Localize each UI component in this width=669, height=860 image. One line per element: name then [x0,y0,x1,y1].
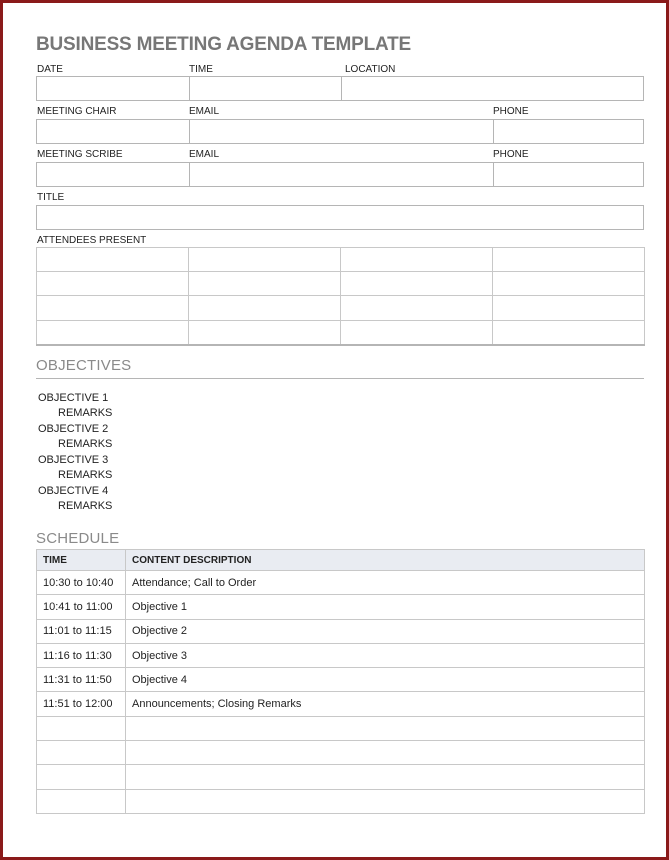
attendees-label: ATTENDEES PRESENT [37,235,147,246]
schedule-desc-cell[interactable]: Objective 1 [126,595,645,619]
scribe-email-field[interactable] [190,163,494,186]
schedule-row [37,692,645,716]
remarks-label: REMARKS [58,500,113,512]
objectives-heading: OBJECTIVES [36,357,132,374]
schedule-time-cell[interactable]: 11:51 to 12:00 [37,692,126,716]
meeting-title-row [36,205,644,230]
schedule-time-cell[interactable]: 11:31 to 11:50 [37,668,126,692]
attendee-row [37,296,645,320]
date-time-location-row [36,76,644,101]
chair-email-label: EMAIL [189,106,220,117]
schedule-table [36,549,645,814]
attendee-cell[interactable] [189,296,341,320]
attendee-cell[interactable] [37,320,189,345]
time-label: TIME [189,64,213,75]
schedule-row [37,619,645,643]
time-column-header: TIME [37,550,126,571]
remarks-label: REMARKS [58,438,113,450]
location-field[interactable] [342,77,643,100]
objectives-divider [36,378,644,379]
document-title: BUSINESS MEETING AGENDA TEMPLATE [36,34,412,55]
date-label: DATE [37,64,63,75]
attendee-row [37,320,645,345]
schedule-time-cell[interactable]: 10:30 to 10:40 [37,571,126,595]
schedule-time-cell[interactable] [37,765,126,789]
schedule-time-cell[interactable] [37,716,126,740]
remarks-label: REMARKS [58,407,113,419]
attendee-cell[interactable] [341,248,493,272]
chair-email-field[interactable] [190,120,494,143]
schedule-row [37,571,645,595]
time-field[interactable] [190,77,342,100]
schedule-row [37,741,645,765]
attendee-cell[interactable] [37,296,189,320]
objective-label: OBJECTIVE 4 [38,485,109,497]
location-label: LOCATION [345,64,396,75]
schedule-desc-cell[interactable]: Objective 3 [126,643,645,667]
schedule-time-cell[interactable] [37,741,126,765]
attendee-cell[interactable] [37,248,189,272]
meeting-chair-label: MEETING CHAIR [37,106,117,117]
schedule-row [37,789,645,813]
attendee-cell[interactable] [341,296,493,320]
remarks-label: REMARKS [58,469,113,481]
meeting-chair-row [36,119,644,144]
objective-label: OBJECTIVE 2 [38,423,109,435]
chair-phone-label: PHONE [493,106,529,117]
schedule-desc-cell[interactable]: Announcements; Closing Remarks [126,692,645,716]
meeting-scribe-label: MEETING SCRIBE [37,149,123,160]
meeting-title-field[interactable] [37,206,643,229]
schedule-desc-cell[interactable] [126,765,645,789]
objective-label: OBJECTIVE 3 [38,454,109,466]
attendee-cell[interactable] [189,272,341,296]
attendee-cell[interactable] [341,272,493,296]
attendee-cell[interactable] [493,320,645,345]
attendee-cell[interactable] [37,272,189,296]
schedule-row [37,668,645,692]
scribe-email-label: EMAIL [189,149,220,160]
schedule-header-row [37,550,645,571]
attendee-cell[interactable] [341,320,493,345]
attendee-cell[interactable] [493,248,645,272]
scribe-phone-label: PHONE [493,149,529,160]
attendee-row [37,248,645,272]
schedule-row [37,595,645,619]
schedule-row [37,716,645,740]
schedule-desc-cell[interactable] [126,789,645,813]
schedule-time-cell[interactable] [37,789,126,813]
meeting-chair-field[interactable] [37,120,190,143]
schedule-time-cell[interactable]: 11:01 to 11:15 [37,619,126,643]
meeting-scribe-field[interactable] [37,163,190,186]
scribe-phone-field[interactable] [494,163,643,186]
schedule-desc-cell[interactable]: Objective 2 [126,619,645,643]
schedule-heading: SCHEDULE [36,530,120,547]
description-column-header: CONTENT DESCRIPTION [126,550,645,571]
schedule-desc-cell[interactable] [126,716,645,740]
meeting-scribe-row [36,162,644,187]
chair-phone-field[interactable] [494,120,643,143]
schedule-desc-cell[interactable]: Objective 4 [126,668,645,692]
objective-label: OBJECTIVE 1 [38,392,109,404]
attendee-cell[interactable] [189,320,341,345]
attendees-grid [36,247,645,346]
schedule-desc-cell[interactable] [126,741,645,765]
attendee-cell[interactable] [493,296,645,320]
schedule-time-cell[interactable]: 10:41 to 11:00 [37,595,126,619]
schedule-desc-cell[interactable]: Attendance; Call to Order [126,571,645,595]
schedule-row [37,765,645,789]
attendee-cell[interactable] [493,272,645,296]
attendee-row [37,272,645,296]
meeting-title-label: TITLE [37,192,65,203]
schedule-row [37,643,645,667]
schedule-time-cell[interactable]: 11:16 to 11:30 [37,643,126,667]
date-field[interactable] [37,77,190,100]
attendee-cell[interactable] [189,248,341,272]
